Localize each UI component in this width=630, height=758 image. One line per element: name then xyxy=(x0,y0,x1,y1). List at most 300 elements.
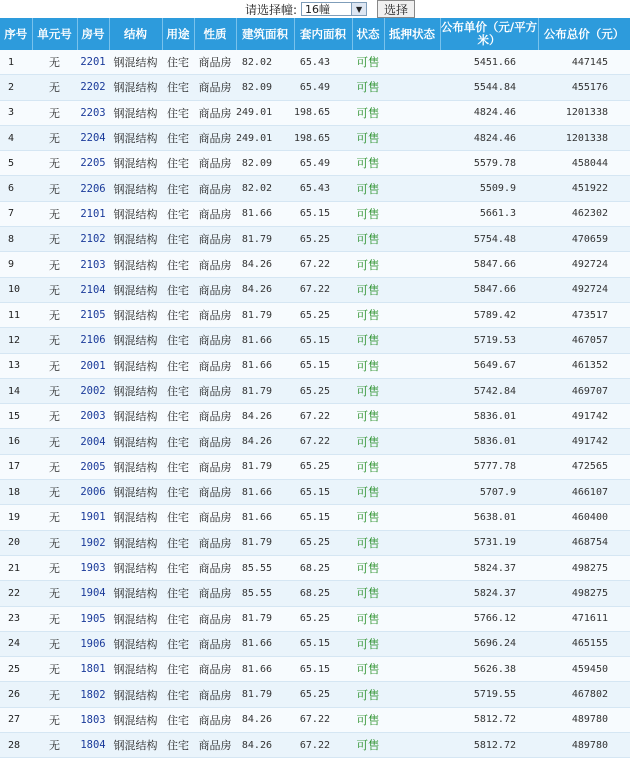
unit-price: 5707.9 xyxy=(440,480,538,505)
total-price: 470659 xyxy=(538,227,630,252)
unit-price: 5836.01 xyxy=(440,429,538,454)
inner-area: 68.25 xyxy=(294,581,352,606)
unit-price: 5742.84 xyxy=(440,378,538,403)
floor-area: 81.79 xyxy=(236,302,294,327)
chevron-down-icon[interactable]: ▼ xyxy=(351,3,366,15)
total-price: 491742 xyxy=(538,404,630,429)
structure: 钢混结构 xyxy=(109,707,162,732)
unit-price: 5766.12 xyxy=(440,606,538,631)
usage: 住宅 xyxy=(162,151,194,176)
table-row xyxy=(0,227,630,252)
inner-area: 65.25 xyxy=(294,454,352,479)
inner-area: 65.25 xyxy=(294,530,352,555)
unit-number: 无 xyxy=(32,707,77,732)
property-type: 商品房 xyxy=(194,277,236,302)
sale-status: 可售 xyxy=(352,277,384,302)
unit-number: 无 xyxy=(32,581,77,606)
usage: 住宅 xyxy=(162,454,194,479)
sale-status: 可售 xyxy=(352,353,384,378)
mortgage-status xyxy=(384,125,440,150)
inner-area: 67.22 xyxy=(294,277,352,302)
unit-number: 无 xyxy=(32,277,77,302)
inner-area: 68.25 xyxy=(294,555,352,580)
inner-area: 65.25 xyxy=(294,606,352,631)
room-number[interactable]: 2103 xyxy=(77,252,109,277)
unit-number: 无 xyxy=(32,378,77,403)
unit-price: 5777.78 xyxy=(440,454,538,479)
sale-status: 可售 xyxy=(352,454,384,479)
sale-status: 可售 xyxy=(352,707,384,732)
room-number[interactable]: 1901 xyxy=(77,505,109,530)
unit-price: 5824.37 xyxy=(440,581,538,606)
structure: 钢混结构 xyxy=(109,404,162,429)
row-index: 19 xyxy=(0,505,32,530)
structure: 钢混结构 xyxy=(109,378,162,403)
mortgage-status xyxy=(384,404,440,429)
unit-price: 5847.66 xyxy=(440,252,538,277)
unit-number: 无 xyxy=(32,125,77,150)
total-price: 462302 xyxy=(538,201,630,226)
property-type: 商品房 xyxy=(194,328,236,353)
mortgage-status xyxy=(384,302,440,327)
row-index: 14 xyxy=(0,378,32,403)
row-index: 16 xyxy=(0,429,32,454)
row-index: 1 xyxy=(0,50,32,75)
inner-area: 65.49 xyxy=(294,75,352,100)
property-type: 商品房 xyxy=(194,657,236,682)
structure: 钢混结构 xyxy=(109,555,162,580)
row-index: 27 xyxy=(0,707,32,732)
table-row xyxy=(0,707,630,732)
sale-status: 可售 xyxy=(352,100,384,125)
mortgage-status xyxy=(384,75,440,100)
sale-status: 可售 xyxy=(352,581,384,606)
unit-price: 5649.67 xyxy=(440,353,538,378)
unit-number: 无 xyxy=(32,429,77,454)
property-type: 商品房 xyxy=(194,707,236,732)
total-price: 465155 xyxy=(538,631,630,656)
usage: 住宅 xyxy=(162,75,194,100)
total-price: 447145 xyxy=(538,50,630,75)
usage: 住宅 xyxy=(162,682,194,707)
sale-status: 可售 xyxy=(352,125,384,150)
total-price: 1201338 xyxy=(538,125,630,150)
unit-number: 无 xyxy=(32,50,77,75)
inner-area: 198.65 xyxy=(294,125,352,150)
floor-area: 84.26 xyxy=(236,404,294,429)
unit-number: 无 xyxy=(32,657,77,682)
table-row xyxy=(0,480,630,505)
property-type: 商品房 xyxy=(194,555,236,580)
unit-price: 5731.19 xyxy=(440,530,538,555)
room-number[interactable]: 1905 xyxy=(77,606,109,631)
property-type: 商品房 xyxy=(194,176,236,201)
mortgage-status xyxy=(384,505,440,530)
property-type: 商品房 xyxy=(194,530,236,555)
sale-status: 可售 xyxy=(352,252,384,277)
inner-area: 65.25 xyxy=(294,682,352,707)
inner-area: 65.25 xyxy=(294,378,352,403)
floor-area: 81.66 xyxy=(236,505,294,530)
row-index: 28 xyxy=(0,733,32,758)
total-price: 492724 xyxy=(538,277,630,302)
floor-area: 84.26 xyxy=(236,277,294,302)
floor-area: 81.66 xyxy=(236,657,294,682)
property-type: 商品房 xyxy=(194,227,236,252)
mortgage-status xyxy=(384,657,440,682)
floor-area: 82.09 xyxy=(236,151,294,176)
usage: 住宅 xyxy=(162,302,194,327)
table-row xyxy=(0,505,630,530)
structure: 钢混结构 xyxy=(109,454,162,479)
floor-area: 81.79 xyxy=(236,454,294,479)
floor-area: 81.79 xyxy=(236,530,294,555)
mortgage-status xyxy=(384,707,440,732)
usage: 住宅 xyxy=(162,733,194,758)
mortgage-status xyxy=(384,631,440,656)
floor-area: 249.01 xyxy=(236,100,294,125)
table-row xyxy=(0,404,630,429)
property-type: 商品房 xyxy=(194,50,236,75)
property-type: 商品房 xyxy=(194,631,236,656)
total-price: 489780 xyxy=(538,707,630,732)
room-number[interactable]: 2004 xyxy=(77,429,109,454)
table-row xyxy=(0,100,630,125)
structure: 钢混结构 xyxy=(109,480,162,505)
unit-number: 无 xyxy=(32,302,77,327)
usage: 住宅 xyxy=(162,555,194,580)
room-number[interactable]: 2202 xyxy=(77,75,109,100)
column-header: 结构 xyxy=(109,18,162,50)
inner-area: 65.15 xyxy=(294,328,352,353)
floor-area: 81.79 xyxy=(236,378,294,403)
structure: 钢混结构 xyxy=(109,100,162,125)
table-row xyxy=(0,125,630,150)
column-header: 序号 xyxy=(0,18,32,50)
property-type: 商品房 xyxy=(194,581,236,606)
row-index: 5 xyxy=(0,151,32,176)
structure: 钢混结构 xyxy=(109,353,162,378)
room-number[interactable]: 1804 xyxy=(77,733,109,758)
room-number[interactable]: 2006 xyxy=(77,480,109,505)
sale-status: 可售 xyxy=(352,50,384,75)
column-header: 公布总价（元） xyxy=(538,18,630,50)
room-number[interactable]: 1802 xyxy=(77,682,109,707)
total-price: 1201338 xyxy=(538,100,630,125)
unit-number: 无 xyxy=(32,530,77,555)
structure: 钢混结构 xyxy=(109,631,162,656)
floor-area: 81.79 xyxy=(236,606,294,631)
usage: 住宅 xyxy=(162,657,194,682)
room-number[interactable]: 2105 xyxy=(77,302,109,327)
unit-number: 无 xyxy=(32,252,77,277)
inner-area: 65.15 xyxy=(294,631,352,656)
select-button[interactable]: 选择 xyxy=(377,0,415,18)
room-number[interactable]: 1801 xyxy=(77,657,109,682)
table-row xyxy=(0,50,630,75)
structure: 钢混结构 xyxy=(109,682,162,707)
row-index: 8 xyxy=(0,227,32,252)
row-index: 9 xyxy=(0,252,32,277)
usage: 住宅 xyxy=(162,581,194,606)
building-select-label: 请选择幢: xyxy=(244,2,298,17)
sale-status: 可售 xyxy=(352,733,384,758)
room-number[interactable]: 2003 xyxy=(77,404,109,429)
table-row xyxy=(0,429,630,454)
total-price: 472565 xyxy=(538,454,630,479)
row-index: 17 xyxy=(0,454,32,479)
sale-status: 可售 xyxy=(352,227,384,252)
building-selector-bar xyxy=(30,0,630,18)
sale-status: 可售 xyxy=(352,404,384,429)
room-number[interactable]: 2206 xyxy=(77,176,109,201)
room-number[interactable]: 2203 xyxy=(77,100,109,125)
structure: 钢混结构 xyxy=(109,733,162,758)
sale-status: 可售 xyxy=(352,201,384,226)
sale-status: 可售 xyxy=(352,606,384,631)
row-index: 15 xyxy=(0,404,32,429)
unit-price: 5812.72 xyxy=(440,733,538,758)
inner-area: 65.15 xyxy=(294,353,352,378)
room-number[interactable]: 1803 xyxy=(77,707,109,732)
table-row xyxy=(0,555,630,580)
mortgage-status xyxy=(384,176,440,201)
table-row xyxy=(0,176,630,201)
usage: 住宅 xyxy=(162,378,194,403)
mortgage-status xyxy=(384,328,440,353)
floor-area: 81.66 xyxy=(236,353,294,378)
total-price: 458044 xyxy=(538,151,630,176)
mortgage-status xyxy=(384,252,440,277)
table-row xyxy=(0,201,630,226)
room-number[interactable]: 1904 xyxy=(77,581,109,606)
usage: 住宅 xyxy=(162,631,194,656)
inner-area: 198.65 xyxy=(294,100,352,125)
table-row xyxy=(0,631,630,656)
unit-price: 4824.46 xyxy=(440,100,538,125)
table-row xyxy=(0,277,630,302)
room-number[interactable]: 2102 xyxy=(77,227,109,252)
structure: 钢混结构 xyxy=(109,505,162,530)
unit-price: 5824.37 xyxy=(440,555,538,580)
unit-price: 5836.01 xyxy=(440,404,538,429)
unit-price: 5719.53 xyxy=(440,328,538,353)
sale-status: 可售 xyxy=(352,657,384,682)
inner-area: 67.22 xyxy=(294,707,352,732)
row-index: 4 xyxy=(0,125,32,150)
unit-number: 无 xyxy=(32,454,77,479)
column-header: 用途 xyxy=(162,18,194,50)
row-index: 7 xyxy=(0,201,32,226)
total-price: 461352 xyxy=(538,353,630,378)
usage: 住宅 xyxy=(162,707,194,732)
unit-price: 5789.42 xyxy=(440,302,538,327)
column-header: 抵押状态 xyxy=(384,18,440,50)
sale-status: 可售 xyxy=(352,378,384,403)
usage: 住宅 xyxy=(162,404,194,429)
column-header: 房号 xyxy=(77,18,109,50)
usage: 住宅 xyxy=(162,227,194,252)
row-index: 3 xyxy=(0,100,32,125)
table-row xyxy=(0,733,630,758)
usage: 住宅 xyxy=(162,125,194,150)
room-number[interactable]: 2005 xyxy=(77,454,109,479)
usage: 住宅 xyxy=(162,480,194,505)
structure: 钢混结构 xyxy=(109,328,162,353)
usage: 住宅 xyxy=(162,277,194,302)
unit-price: 5544.84 xyxy=(440,75,538,100)
structure: 钢混结构 xyxy=(109,302,162,327)
building-select-value: 16幢 xyxy=(305,3,331,16)
structure: 钢混结构 xyxy=(109,176,162,201)
unit-price: 5754.48 xyxy=(440,227,538,252)
total-price: 492724 xyxy=(538,252,630,277)
mortgage-status xyxy=(384,530,440,555)
mortgage-status xyxy=(384,50,440,75)
unit-number: 无 xyxy=(32,151,77,176)
property-type: 商品房 xyxy=(194,125,236,150)
row-index: 13 xyxy=(0,353,32,378)
inner-area: 67.22 xyxy=(294,733,352,758)
sale-status: 可售 xyxy=(352,151,384,176)
usage: 住宅 xyxy=(162,176,194,201)
inner-area: 67.22 xyxy=(294,252,352,277)
total-price: 498275 xyxy=(538,581,630,606)
usage: 住宅 xyxy=(162,201,194,226)
total-price: 473517 xyxy=(538,302,630,327)
usage: 住宅 xyxy=(162,328,194,353)
room-number[interactable]: 2002 xyxy=(77,378,109,403)
unit-price: 5696.24 xyxy=(440,631,538,656)
table-row xyxy=(0,302,630,327)
sale-status: 可售 xyxy=(352,505,384,530)
row-index: 12 xyxy=(0,328,32,353)
unit-number: 无 xyxy=(32,631,77,656)
table-row xyxy=(0,657,630,682)
property-type: 商品房 xyxy=(194,429,236,454)
unit-number: 无 xyxy=(32,176,77,201)
sale-status: 可售 xyxy=(352,302,384,327)
housing-table xyxy=(0,18,630,758)
inner-area: 67.22 xyxy=(294,404,352,429)
mortgage-status xyxy=(384,201,440,226)
unit-number: 无 xyxy=(32,404,77,429)
row-index: 26 xyxy=(0,682,32,707)
total-price: 467802 xyxy=(538,682,630,707)
inner-area: 65.15 xyxy=(294,505,352,530)
table-body xyxy=(0,50,630,758)
floor-area: 81.66 xyxy=(236,328,294,353)
table-row xyxy=(0,75,630,100)
column-header: 建筑面积 xyxy=(236,18,294,50)
room-number[interactable]: 2205 xyxy=(77,151,109,176)
floor-area: 84.26 xyxy=(236,429,294,454)
total-price: 471611 xyxy=(538,606,630,631)
usage: 住宅 xyxy=(162,530,194,555)
total-price: 466107 xyxy=(538,480,630,505)
total-price: 455176 xyxy=(538,75,630,100)
structure: 钢混结构 xyxy=(109,75,162,100)
usage: 住宅 xyxy=(162,505,194,530)
room-number[interactable]: 2106 xyxy=(77,328,109,353)
floor-area: 81.79 xyxy=(236,682,294,707)
inner-area: 65.15 xyxy=(294,480,352,505)
sale-status: 可售 xyxy=(352,530,384,555)
property-type: 商品房 xyxy=(194,302,236,327)
table-row xyxy=(0,378,630,403)
building-select[interactable] xyxy=(301,2,367,16)
row-index: 18 xyxy=(0,480,32,505)
column-header: 公布单价（元/平方米） xyxy=(440,18,538,50)
sale-status: 可售 xyxy=(352,429,384,454)
row-index: 10 xyxy=(0,277,32,302)
row-index: 22 xyxy=(0,581,32,606)
room-number[interactable]: 2101 xyxy=(77,201,109,226)
inner-area: 65.15 xyxy=(294,657,352,682)
total-price: 451922 xyxy=(538,176,630,201)
room-number[interactable]: 2001 xyxy=(77,353,109,378)
mortgage-status xyxy=(384,555,440,580)
mortgage-status xyxy=(384,733,440,758)
property-type: 商品房 xyxy=(194,682,236,707)
usage: 住宅 xyxy=(162,606,194,631)
mortgage-status xyxy=(384,429,440,454)
structure: 钢混结构 xyxy=(109,201,162,226)
unit-number: 无 xyxy=(32,201,77,226)
row-index: 25 xyxy=(0,657,32,682)
structure: 钢混结构 xyxy=(109,429,162,454)
structure: 钢混结构 xyxy=(109,657,162,682)
usage: 住宅 xyxy=(162,100,194,125)
structure: 钢混结构 xyxy=(109,151,162,176)
property-type: 商品房 xyxy=(194,252,236,277)
room-number[interactable]: 2201 xyxy=(77,50,109,75)
mortgage-status xyxy=(384,100,440,125)
room-number[interactable]: 1903 xyxy=(77,555,109,580)
mortgage-status xyxy=(384,581,440,606)
unit-price: 5451.66 xyxy=(440,50,538,75)
column-header: 单元号 xyxy=(32,18,77,50)
unit-price: 5812.72 xyxy=(440,707,538,732)
row-index: 11 xyxy=(0,302,32,327)
row-index: 6 xyxy=(0,176,32,201)
room-number[interactable]: 2204 xyxy=(77,125,109,150)
unit-number: 无 xyxy=(32,100,77,125)
unit-price: 5638.01 xyxy=(440,505,538,530)
unit-price: 5661.3 xyxy=(440,201,538,226)
room-number[interactable]: 1906 xyxy=(77,631,109,656)
unit-number: 无 xyxy=(32,733,77,758)
floor-area: 82.09 xyxy=(236,75,294,100)
floor-area: 84.26 xyxy=(236,733,294,758)
mortgage-status xyxy=(384,151,440,176)
unit-price: 5847.66 xyxy=(440,277,538,302)
mortgage-status xyxy=(384,227,440,252)
floor-area: 85.55 xyxy=(236,555,294,580)
unit-number: 无 xyxy=(32,227,77,252)
floor-area: 82.02 xyxy=(236,176,294,201)
row-index: 24 xyxy=(0,631,32,656)
mortgage-status xyxy=(384,454,440,479)
total-price: 469707 xyxy=(538,378,630,403)
table-row xyxy=(0,606,630,631)
floor-area: 84.26 xyxy=(236,252,294,277)
unit-number: 无 xyxy=(32,606,77,631)
column-header: 性质 xyxy=(194,18,236,50)
room-number[interactable]: 2104 xyxy=(77,277,109,302)
room-number[interactable]: 1902 xyxy=(77,530,109,555)
total-price: 467057 xyxy=(538,328,630,353)
